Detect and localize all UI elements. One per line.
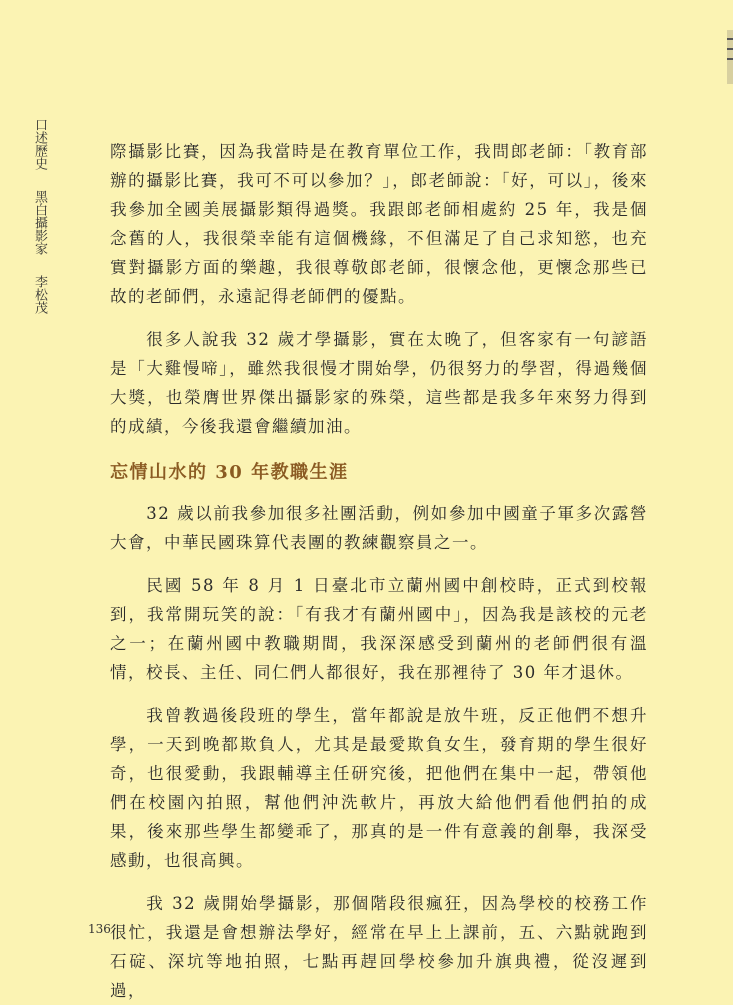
edge-tick — [727, 48, 733, 50]
running-title-subject — [28, 190, 48, 263]
section-heading: 忘情山水的 30 年教職生涯 — [110, 462, 349, 483]
section-paragraph-2: 民國 58 年 8 月 1 日臺北市立蘭州國中創校時，正式到校報到，我常開玩笑的說：「有我才有蘭州國中」，因為我是該校的元老之一；在蘭州國中教職期間，我深深感受到蘭州的老師們很有溫情，校長、主任、同仁們人都很好，我在那裡待了 30 年才退休。 — [110, 576, 648, 682]
running-title-series-text: 口述歷史 — [32, 118, 47, 170]
section-paragraph-3: 我曾教過後段班的學生，當年都說是放牛班，反正他們不想升學，一天到晚都欺負人，尤其是最愛欺負女生，發育期的學生很好奇，也很愛動，我跟輔導主任研究後，把他們在集中一起，帶領他們在校園內拍照，幫他們沖洗軟片，再放大給他們看他們拍的成果，後來那些學生都變乖了，那真的是一件有意義的創舉，我深受感動，也很高興。 — [110, 706, 648, 870]
section-paragraph-1: 32 歲以前我參加很多社團活動，例如參加中國童子軍多次露營大會，中華民國珠算代表團的教練觀察員之一。 — [110, 504, 648, 552]
page-number: 136 — [88, 922, 111, 936]
section-paragraph-4: 我 32 歲開始學攝影，那個階段很瘋狂，因為學校的校務工作很忙，我還是會想辦法學好，經常在早上上課前，五、六點就跑到石碇、深坑等地拍照，七點再趕回學校參加升旗典禮，從沒遲到過， — [110, 894, 648, 1000]
page-body — [110, 137, 648, 1005]
running-title-name-text: 李松茂 — [32, 275, 47, 314]
page-edge-marker — [727, 30, 733, 84]
running-title-series — [28, 118, 48, 178]
edge-tick — [727, 38, 733, 40]
running-title-subject-text: 黑白攝影家 — [32, 190, 47, 255]
vertical-running-title — [28, 118, 48, 322]
paragraph-2: 很多人說我 32 歲才學攝影，實在太晚了，但客家有一句諺語是「大雞慢啼」，雖然我很慢才開始學，仍很努力的學習，得過幾個大獎，也榮膺世界傑出攝影家的殊榮，這些都是我多年來努力得到的成績，今後我還會繼續加油。 — [110, 330, 648, 436]
edge-tick — [727, 58, 733, 60]
running-title-name — [28, 275, 48, 322]
paragraph-1: 際攝影比賽，因為我當時是在教育單位工作，我問郎老師：「教育部辦的攝影比賽，我可不可以參加？」，郎老師說：「好，可以」，後來我參加全國美展攝影類得過獎。我跟郎老師相處約 25 年，我是個念舊的人，我很榮幸能有這個機緣，不但滿足了自己求知慾，也充實對攝影方面的樂趣，我很尊敬郎老師，很懷念他，更懷念那些已故的老師們，永遠記得老師們的優點。 — [110, 142, 648, 306]
